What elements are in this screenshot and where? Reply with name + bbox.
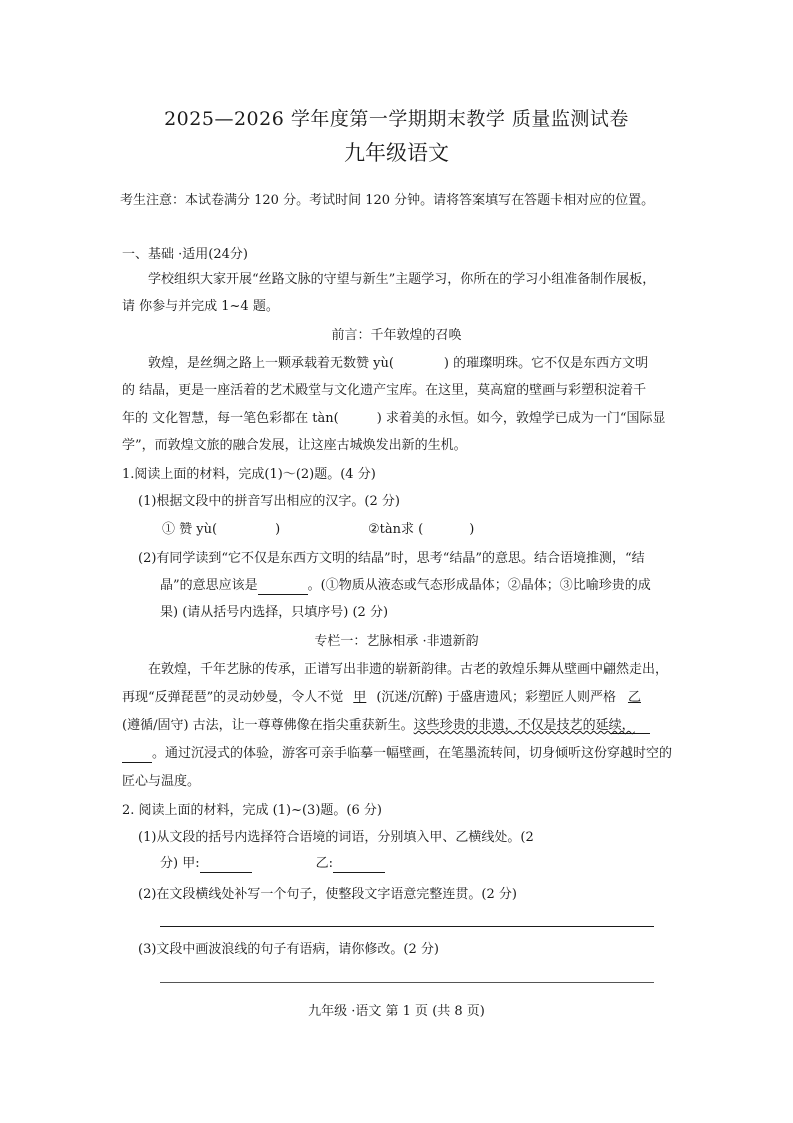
answer-blank-b[interactable]: ②tàn求 ( ) <box>368 522 475 537</box>
wavy-sentence: 这些珍贵的非遗，不仅是技艺的延续， <box>413 718 635 733</box>
preface-title: 前言：千年敦煌的召唤 <box>331 328 462 343</box>
question-2-sub3: (3)文段中画波浪线的句子有语病，请你修改。(2 分) <box>138 942 439 957</box>
question-1-sub1: (1)根据文段中的拼音写出相应的汉字。(2 分) <box>138 494 400 509</box>
answer-blank[interactable] <box>258 581 308 595</box>
preface-text: ) 的璀璨明珠。它不仅是东西方文明 <box>443 356 649 371</box>
column-paragraph: 。通过沉浸式的体验，游客可亲手临摹一幅壁画，在笔墨流转间，切身倾听这份穿越时空的 <box>122 745 672 763</box>
column-paragraph: 匠心与温度。 <box>122 774 201 789</box>
question-1-stem: 1.阅读上面的材料，完成(1)～(2)题。(4 分) <box>122 467 376 482</box>
preface-paragraph: 学”，而敦煌文旅的融合发展，让这座古城焕发出新的生机。 <box>122 438 467 453</box>
fill-blank[interactable] <box>122 749 152 763</box>
section-intro: 学校组织大家开展“丝路文脉的守望与新生”主题学习，你所在的学习小组准备制作展板， <box>148 272 656 287</box>
question-1-sub2: (2)有同学读到“它不仅是东西方文明的结晶”时，思考“结晶”的意思。结合语境推测，“结 <box>138 551 645 566</box>
answer-blank-a[interactable]: ① 赞 yù( ) <box>162 522 281 537</box>
answer-line[interactable] <box>160 926 654 927</box>
preface-paragraph <box>148 355 648 373</box>
column-paragraph: (遵循/固守) 古法，让一尊尊佛像在指尖重获新生。这些珍贵的非遗，不仅是技艺的延续， <box>122 718 635 733</box>
blank-jia: 甲 <box>353 690 367 705</box>
footer-divider <box>160 982 654 983</box>
blank-yi: 乙 <box>627 690 641 705</box>
preface-paragraph <box>122 410 666 428</box>
exam-subtitle: 九年级语文 <box>344 141 449 165</box>
fill-line <box>610 733 650 734</box>
preface-text: ) 求着美的永恒。如今，敦煌学已成为一门“国际显 <box>376 411 666 426</box>
question-2-sub1: 分) 甲: 乙: <box>160 855 385 873</box>
question-2-sub2: (2)在文段横线处补写一个句子，使整段文字语意完整连贯。(2 分) <box>138 887 517 902</box>
exam-notice: 考生注意：本试卷满分 120 分。考试时间 120 分钟。请将答案填写在答题卡相对应的位置。 <box>120 193 655 208</box>
question-1-sub2: 果) (请从括号内选择，只填序号) (2 分) <box>160 605 389 620</box>
column-paragraph: 再现“反弹琵琶”的灵动妙曼，令人不觉 甲 (沉迷/沉醉) 于盛唐遗风；彩塑匠人则严格 乙 <box>122 690 641 705</box>
answer-blank-yi[interactable] <box>333 859 385 873</box>
question-2-sub1: (1)从文段的括号内选择符合语境的词语，分别填入甲、乙横线处。(2 <box>138 830 534 845</box>
question-2-stem: 2. 阅读上面的材料，完成 (1)~(3)题。(6 分) <box>122 803 382 818</box>
question-1-sub2: 晶”的意思应该是 。(①物质从液态或气态形成晶体；②晶体；③比喻珍贵的成 <box>160 578 651 593</box>
preface-text: 年的 文化智慧，每一笔色彩都在 tàn( <box>122 411 339 426</box>
section-heading: 一、基础 ·适用(24分) <box>122 247 248 262</box>
column-title: 专栏一：艺脉相承 ·非遗新韵 <box>314 634 479 649</box>
preface-text: 敦煌，是丝绸之路上一颗承载着无数赞 yù( <box>148 356 394 371</box>
preface-paragraph: 的 结晶，更是一座活着的艺术殿堂与文化遗产宝库。在这里，莫高窟的壁画与彩塑积淀着千 <box>122 383 647 398</box>
section-intro: 请 你参与并完成 1~4 题。 <box>122 299 279 314</box>
exam-title: 2025—2026 学年度第一学期期末教学 质量监测试卷 <box>164 108 629 130</box>
column-paragraph: 在敦煌，千年艺脉的传承，正谱写出非遗的崭新韵律。古老的敦煌乐舞从壁画中翩然走出， <box>148 662 669 677</box>
answer-blank-jia[interactable] <box>200 859 252 873</box>
page-footer: 九年级 ·语文 第 1 页 (共 8 页) <box>308 1004 485 1019</box>
